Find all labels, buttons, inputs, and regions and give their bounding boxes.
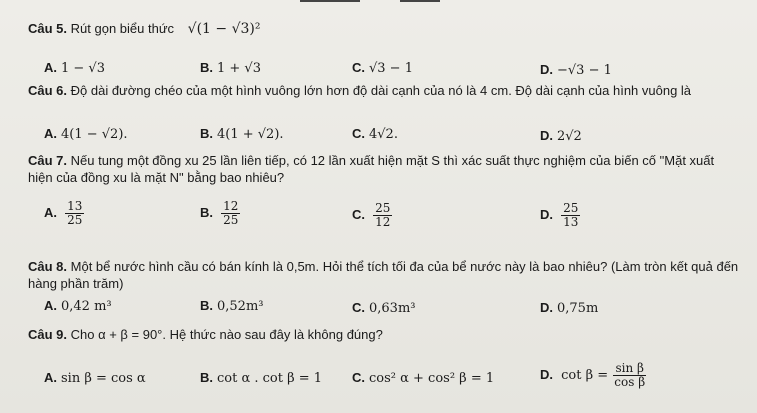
question-7-text: Nếu tung một đồng xu 25 lần liên tiếp, có 12 lần xuất hiện mặt S thì xác suất thực nghiệm của biến cố "Mặt xuất hiện của đồng xu là mặt N" bằng bao nhiêu? — [28, 153, 715, 185]
q7-option-b[interactable]: B. $\frac{12}{25}$ — [200, 199, 239, 227]
q8-option-c[interactable]: C. 0,63m³ — [352, 300, 416, 316]
q6-option-d[interactable]: D. 2√2 — [540, 128, 582, 144]
q7-option-c[interactable]: C. $\frac{25}{12}$ — [352, 201, 391, 229]
top-rule-mark — [400, 0, 440, 2]
q9-option-a[interactable]: A. sin β = cos α — [44, 370, 146, 386]
q8-option-b[interactable]: B. 0,52m³ — [200, 298, 264, 314]
question-8-number: Câu 8. — [28, 259, 68, 274]
q5-option-b[interactable]: B. 1 + √3 — [200, 60, 261, 76]
question-7-number: Câu 7. — [28, 153, 68, 168]
question-6 — [28, 82, 739, 99]
q9-option-c[interactable]: C. cos² α + cos² β = 1 — [352, 370, 495, 386]
question-5 — [28, 20, 739, 38]
question-8-text: Một bể nước hình cầu có bán kính là 0,5m. Hỏi thể tích tối đa của bể nước này là bao nhiêu? (Làm tròn kết quả đến hàng phần trăm) — [28, 259, 739, 291]
question-6-text: Độ dài đường chéo của một hình vuông lớn hơn độ dài cạnh của nó là 4 cm. Độ dài cạnh của hình vuông là — [70, 83, 692, 98]
q6-option-b[interactable]: B. 4(1 + √2). — [200, 126, 284, 142]
q6-option-c[interactable]: C. 4√2. — [352, 126, 398, 142]
q5-option-d[interactable]: D. −√3 − 1 — [540, 62, 612, 78]
q5-option-c[interactable]: C. √3 − 1 — [352, 60, 413, 76]
question-5-expression: √(1 − √3)² — [187, 21, 261, 37]
top-rule-mark — [300, 0, 360, 2]
q7-option-d[interactable]: D. $\frac{25}{13}$ — [540, 201, 579, 229]
q8-option-d[interactable]: D. 0,75m — [540, 300, 599, 316]
q7-option-a[interactable]: A. $\frac{13}{25}$ — [44, 199, 83, 227]
q9-option-d[interactable]: D. cot β = $\frac{\text{sin β}}{\text{cos β}}$ — [540, 361, 646, 389]
question-9 — [28, 326, 739, 343]
question-6-number: Câu 6. — [28, 83, 68, 98]
question-9-number: Câu 9. — [28, 327, 68, 342]
question-8 — [28, 258, 739, 292]
question-5-text: Rút gọn biểu thức — [70, 21, 175, 36]
question-5-number: Câu 5. — [28, 21, 68, 36]
q6-option-a[interactable]: A. 4(1 − √2). — [44, 126, 128, 142]
q5-option-a[interactable]: A. 1 − √3 — [44, 60, 105, 76]
q8-option-a[interactable]: A. 0,42 m³ — [44, 298, 112, 314]
question-9-text: Cho α + β = 90°. Hệ thức nào sau đây là không đúng? — [70, 327, 383, 342]
q9-option-b[interactable]: B. cot α . cot β = 1 — [200, 370, 323, 386]
question-7 — [28, 152, 739, 186]
